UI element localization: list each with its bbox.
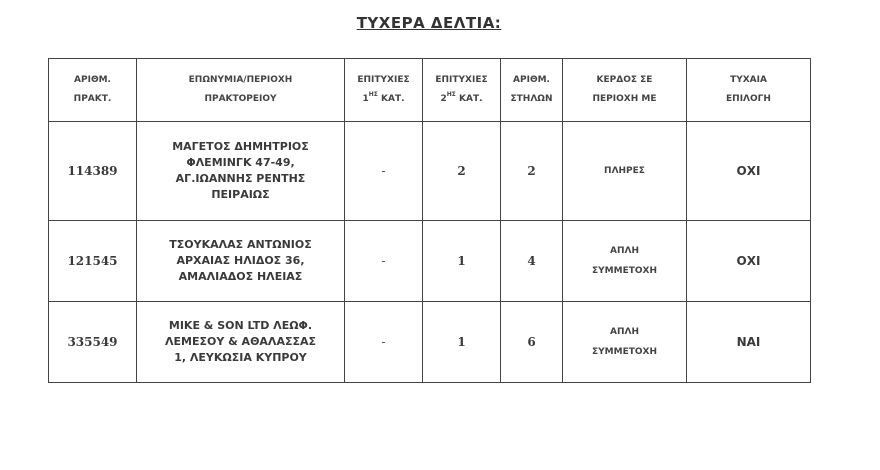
- prize-type: ΑΠΛΗ ΣΥΜΜΕΤΟΧΗ: [563, 302, 687, 383]
- header-wins-cat2: ΕΠΙΤΥΧΙΕΣ $2^{H\Sigma}$ ΚΑΤ.: [423, 59, 501, 122]
- wins-cat1: -: [345, 221, 423, 302]
- table-row: [49, 122, 811, 221]
- page-title: ΤΥΧΕΡΑ ΔΕΛΤΙΑ:: [356, 14, 502, 32]
- columns-count: 6: [501, 302, 563, 383]
- wins-cat2: 1: [423, 302, 501, 383]
- agency-name: ΜΑΓΕΤΟΣ ΔΗΜΗΤΡΙΟΣ ΦΛΕΜΙΝΓΚ 47-49, ΑΓ.ΙΩΑΝΝΗΣ ΡΕΝΤΗΣ ΠΕΙΡΑΙΩΣ: [137, 122, 345, 221]
- prize-type: ΠΛΗΡΕΣ: [563, 122, 687, 221]
- agency-name: MIKE & SON LTD ΛΕΩΦ. ΛΕΜΕΣΟΥ & ΑΘΑΛΑΣΣΑΣ 1, ΛΕΥΚΩΣΙΑ ΚΥΠΡΟΥ: [137, 302, 345, 383]
- header-agency-no: ΑΡΙΘΜ. ΠΡΑΚΤ.: [49, 59, 137, 122]
- prize-type: ΑΠΛΗ ΣΥΜΜΕΤΟΧΗ: [563, 221, 687, 302]
- header-columns-no: ΑΡΙΘΜ. ΣΤΗΛΩΝ: [501, 59, 563, 122]
- random-pick: ΝΑΙ: [687, 302, 811, 383]
- agency-number: 121545: [49, 221, 137, 302]
- agency-number: 335549: [49, 302, 137, 383]
- agency-name: ΤΣΟΥΚΑΛΑΣ ΑΝΤΩΝΙΟΣ ΑΡΧΑΙΑΣ ΗΛΙΔΟΣ 36, ΑΜΑΛΙΑΔΟΣ ΗΛΕΙΑΣ: [137, 221, 345, 302]
- wins-cat2: 2: [423, 122, 501, 221]
- table-row: [49, 302, 811, 383]
- header-prize-area: ΚΕΡΔΟΣ ΣΕ ΠΕΡΙΟΧΗ ΜΕ: [563, 59, 687, 122]
- wins-cat1: -: [345, 302, 423, 383]
- winning-tickets-table: [48, 58, 811, 383]
- header-agency-name: ΕΠΩΝΥΜΙΑ/ΠΕΡΙΟΧΗ ΠΡΑΚΤΟΡΕΙΟΥ: [137, 59, 345, 122]
- columns-count: 4: [501, 221, 563, 302]
- wins-cat2: 1: [423, 221, 501, 302]
- wins-cat1: -: [345, 122, 423, 221]
- random-pick: ΟΧΙ: [687, 122, 811, 221]
- header-row: [49, 59, 811, 122]
- agency-number: 114389: [49, 122, 137, 221]
- random-pick: ΟΧΙ: [687, 221, 811, 302]
- table-row: [49, 221, 811, 302]
- columns-count: 2: [501, 122, 563, 221]
- header-random-pick: ΤΥΧΑΙΑ ΕΠΙΛΟΓΗ: [687, 59, 811, 122]
- header-wins-cat1: ΕΠΙΤΥΧΙΕΣ $1^{H\Sigma}$ ΚΑΤ.: [345, 59, 423, 122]
